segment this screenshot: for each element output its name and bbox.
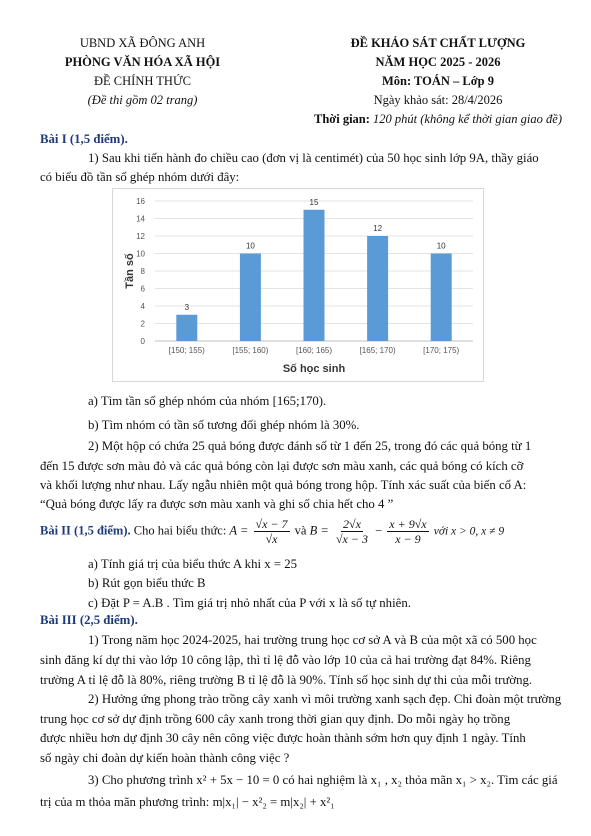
duration-value: 120 phút (không kể thời gian giao đề) bbox=[373, 112, 562, 126]
bai1-title: Bài I bbox=[40, 132, 67, 146]
x-axis-title: Số học sinh bbox=[282, 363, 346, 375]
y-tick-label: 12 bbox=[136, 232, 145, 241]
y-tick-label: 0 bbox=[140, 337, 145, 346]
bai1-q1-line2: có biểu đồ tần số ghép nhóm dưới đây: bbox=[40, 170, 240, 184]
duration-label: Thời gian: bbox=[314, 112, 370, 126]
expr-b-label: B = bbox=[309, 523, 329, 538]
bai2-points: (1,5 điểm). bbox=[74, 523, 131, 538]
district-name: UBND XÃ ĐÔNG ANH bbox=[79, 36, 206, 50]
bar-value-label: 3 bbox=[184, 302, 190, 312]
expr-condition: với x > 0, x ≠ 9 bbox=[433, 525, 505, 538]
bai3-title: Bài III bbox=[40, 613, 77, 627]
bai3-p1-line3: trường A tỉ lệ đỗ là 80%, riêng trường B tỉ lệ đỗ là 90%. Tính số học sinh dự thi của mỗi trường. bbox=[40, 673, 533, 687]
y-tick-label: 8 bbox=[140, 267, 145, 276]
exam-date: Ngày khảo sát: 28/4/2026 bbox=[373, 93, 503, 107]
y-tick-label: 2 bbox=[140, 319, 145, 329]
bai2-title: Bài II bbox=[40, 523, 71, 538]
expr-a-numerator: √x − 7 bbox=[255, 517, 288, 531]
expr-b-minus: − bbox=[375, 523, 383, 538]
bai1-q2-line3: và khối lượng như nhau. Lấy ngẫu nhiên một quả bóng trong hộp. Tính xác suất của biến cố A: bbox=[40, 478, 527, 492]
header-right bbox=[288, 34, 588, 129]
bai2-qc: c) Đặt P = A.B . Tìm giá trị nhỏ nhất của P với x là số tự nhiên. bbox=[88, 596, 411, 610]
y-tick-label: 14 bbox=[136, 214, 145, 224]
bai3-p1-line2: sinh đăng kí dự thi vào lớp 10 công lập, thì tỉ lệ đỗ vào lớp 10 của cả hai trường đạt 84%. Riêng bbox=[40, 653, 531, 667]
expr-b1-numerator: 2√x bbox=[342, 517, 361, 531]
bar-value-label: 10 bbox=[436, 241, 446, 251]
bai3-p2-line3: được nhiều hơn dự định 30 cây nên công việc được hoàn thành sớm hơn quy định 1 ngày. Tính bbox=[40, 731, 526, 745]
bai1-qb: b) Tìm nhóm có tần số tương đối ghép nhóm là 30%. bbox=[88, 418, 360, 432]
bai2-intro: Cho hai biểu thức: bbox=[133, 523, 227, 538]
bai1-q2-line4: “Quả bóng được lấy ra được sơn màu xanh và ghi số chia hết cho 4 ” bbox=[40, 497, 394, 511]
expr-b1-denominator: √x − 3 bbox=[335, 532, 368, 546]
x-tick-label: [165; 170) bbox=[359, 346, 396, 355]
x-tick-label: [155; 160) bbox=[232, 346, 269, 355]
y-tick-label: 6 bbox=[140, 284, 145, 294]
bai3-p2-line2: trung học cơ sở dự định trồng 600 cây xanh trong thời gian quy định. Do mỗi ngày họ trồng bbox=[40, 712, 511, 726]
bar bbox=[304, 210, 325, 341]
expr-b2-denominator: x − 9 bbox=[395, 532, 421, 546]
bai3-p3-line2: trị của m thỏa mãn phương trình: m|x₁| − x²₂ = m|x₂| + x²₁ bbox=[40, 795, 335, 809]
bar bbox=[367, 236, 388, 341]
expr-b-fraction-2 bbox=[387, 517, 428, 546]
bai1-points: (1,5 điểm). bbox=[69, 132, 128, 146]
bar-value-label: 12 bbox=[373, 224, 383, 233]
expr-b2-numerator: x + 9√x bbox=[389, 517, 427, 531]
bai2-qb: b) Rút gọn biểu thức B bbox=[88, 576, 206, 590]
bai1-qa: a) Tìm tần số ghép nhóm của nhóm [165;170). bbox=[88, 394, 327, 408]
exam-duration bbox=[288, 110, 588, 129]
x-tick-label: [160; 165) bbox=[295, 346, 333, 355]
bai1-q2-line1: 2) Một hộp có chứa 25 quả bóng được đánh số từ 1 đến 25, trong đó các quả bóng từ 1 bbox=[88, 439, 532, 453]
bar bbox=[240, 254, 261, 342]
bar-value-label: 15 bbox=[309, 197, 319, 207]
bai3-heading bbox=[40, 611, 138, 630]
exam-title: ĐỀ KHẢO SÁT CHẤT LƯỢNG bbox=[350, 36, 526, 50]
bai1-q1-line1: 1) Sau khi tiến hành đo chiều cao (đơn vị là centimét) của 50 học sinh lớp 9A, thầy giáo bbox=[88, 151, 539, 165]
bar-value-label: 10 bbox=[245, 241, 255, 251]
bai1-heading bbox=[40, 130, 128, 149]
bai2-heading bbox=[40, 517, 504, 546]
y-axis-title: Tần số bbox=[124, 253, 136, 289]
school-year: NĂM HỌC 2025 - 2026 bbox=[375, 55, 501, 69]
bai3-p2-line1: 2) Hưởng ứng phong trào trồng cây xanh vì môi trường xanh sạch đẹp. Chi đoàn một trường bbox=[88, 692, 562, 706]
header-left bbox=[40, 34, 245, 110]
x-tick-label: [150; 155) bbox=[168, 346, 205, 355]
page-count-note: (Đề thi gồm 02 trang) bbox=[87, 93, 198, 107]
bar bbox=[431, 254, 452, 342]
department-name: PHÒNG VĂN HÓA XÃ HỘI bbox=[64, 55, 221, 69]
bai1-q2-line2: đến 15 được sơn màu đỏ và các quả bóng còn lại được sơn màu xanh, các quả bóng có kích cỡ bbox=[40, 459, 524, 473]
x-tick-label: [170; 175) bbox=[423, 346, 460, 355]
expr-b-fraction-1 bbox=[334, 517, 370, 546]
expr-a-fraction bbox=[254, 517, 290, 546]
expr-a-label: A = bbox=[229, 523, 249, 538]
bai3-p1-line1: 1) Trong năm học 2024-2025, hai trường trung học cơ sở A và B của một xã có 500 học bbox=[88, 633, 537, 647]
official-label: ĐỀ CHÍNH THỨC bbox=[94, 74, 191, 88]
expr-a-denominator: √x bbox=[265, 532, 278, 546]
conjunction-and: và bbox=[294, 523, 307, 538]
bar bbox=[176, 315, 197, 341]
bai3-points: (2,5 điểm). bbox=[79, 613, 138, 627]
bai3-p2-line4: số ngày chi đoàn dự kiến hoàn thành công việc ? bbox=[40, 751, 290, 765]
bai3-p3-line1: 3) Cho phương trình x² + 5x − 10 = 0 có hai nghiệm là x₁ , x₂ thỏa mãn x₁ > x₂. Tìm các giá bbox=[88, 773, 558, 787]
subject: Môn: TOÁN – Lớp 9 bbox=[381, 74, 495, 88]
y-tick-label: 10 bbox=[136, 249, 145, 259]
y-tick-label: 4 bbox=[140, 302, 145, 311]
histogram-chart bbox=[112, 188, 484, 382]
y-tick-label: 16 bbox=[136, 197, 145, 206]
bai2-qa: a) Tính giá trị của biểu thức A khi x = 25 bbox=[88, 557, 298, 571]
chart-svg bbox=[113, 189, 483, 381]
